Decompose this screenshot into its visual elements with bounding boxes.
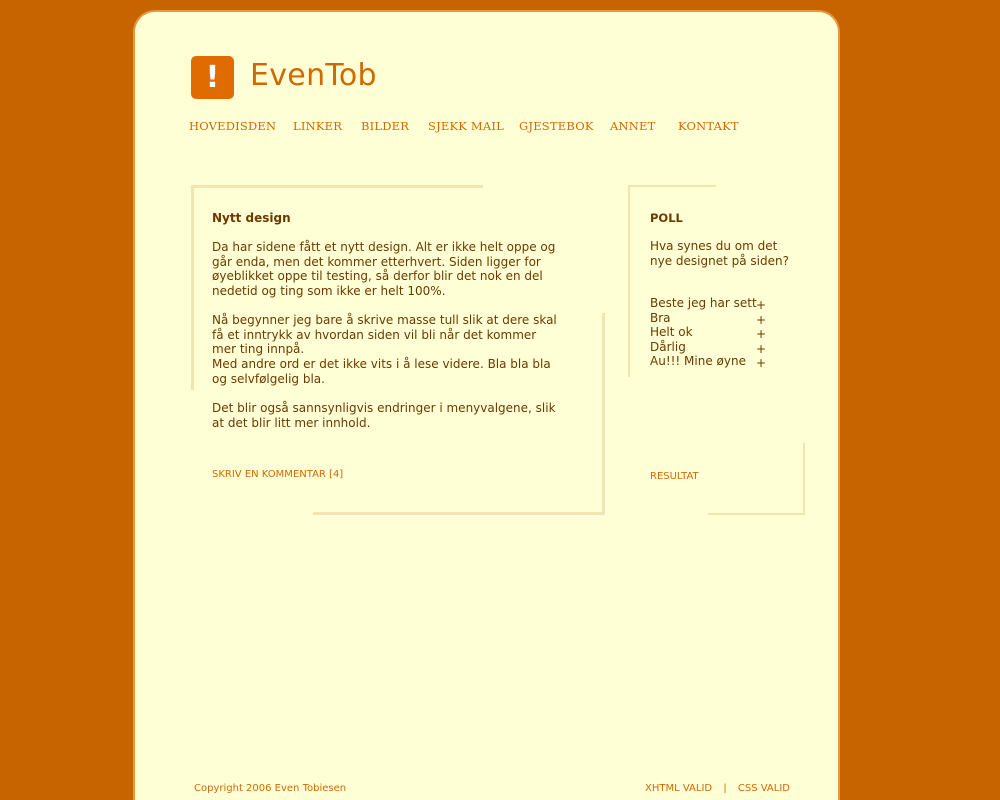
nav-item-bilder[interactable]: BILDER xyxy=(361,119,410,133)
xhtml-valid-link[interactable]: XHTML VALID xyxy=(645,783,713,794)
article-paragraph: Da har sidene fått et nytt design. Alt er ikke helt oppe og går enda, men det kommer etterhvert. Siden ligger for øyeblikket oppe til testing, så derfor blir det nok en del nedetid og ting som ikke er helt 100%. xyxy=(212,240,556,298)
article-paragraph: Nå begynner jeg bare å skrive masse tull slik at dere skal få et inntrykk av hvordan siden vil bli når det kommer mer ting innpå. xyxy=(212,313,557,357)
write-comment-link[interactable]: SKRIV EN KOMMENTAR [4] xyxy=(212,469,344,480)
poll-option: Helt ok xyxy=(650,325,693,339)
nav-item-kontakt[interactable]: KONTAKT xyxy=(678,119,739,133)
vote-plus-button[interactable]: + xyxy=(756,342,767,356)
poll-option: Beste jeg har sett xyxy=(650,296,757,310)
vote-plus-button[interactable]: + xyxy=(756,298,767,312)
frame-right-line xyxy=(602,313,605,515)
frame-left-line xyxy=(628,185,630,377)
footer-separator: | xyxy=(723,783,727,794)
frame-bottom-line xyxy=(313,512,605,515)
page-container xyxy=(133,10,840,800)
css-valid-link[interactable]: CSS VALID xyxy=(737,783,790,794)
poll-option: Bra xyxy=(650,311,671,325)
nav-item-hovedisden[interactable]: HOVEDISDEN xyxy=(189,119,277,133)
poll-question: Hva synes du om det nye designet på siden? xyxy=(650,239,789,268)
nav-item-annet[interactable]: ANNET xyxy=(610,119,656,133)
footer-copyright: Copyright 2006 Even Tobiesen xyxy=(194,783,347,794)
footer-validation xyxy=(645,783,790,794)
nav-item-gjestebok[interactable]: GJESTEBOK xyxy=(519,119,594,133)
frame-top-line xyxy=(191,185,483,188)
article-paragraph: Med andre ord er det ikke vits i å lese videre. Bla bla bla og selvfølgelig bla. xyxy=(212,357,551,386)
poll-panel xyxy=(628,185,806,515)
poll-title: POLL xyxy=(650,211,683,225)
poll-option: Au!!! Mine øyne xyxy=(650,354,746,368)
frame-left-line xyxy=(191,185,194,390)
article-paragraph: Det blir også sannsynligvis endringer i menyvalgene, slik at det blir litt mer innhold. xyxy=(212,401,556,430)
site-title[interactable]: EvenTob xyxy=(250,58,377,93)
nav-item-sjekk-mail[interactable]: SJEKK MAIL xyxy=(428,119,504,133)
vote-plus-button[interactable]: + xyxy=(756,356,767,370)
vote-plus-button[interactable]: + xyxy=(756,327,767,341)
poll-option: Dårlig xyxy=(650,340,686,354)
news-article xyxy=(191,185,605,515)
article-title: Nytt design xyxy=(212,211,291,225)
frame-top-line xyxy=(628,185,716,187)
vote-plus-button[interactable]: + xyxy=(756,313,767,327)
nav-item-linker[interactable]: LINKER xyxy=(293,119,343,133)
frame-right-line xyxy=(803,443,805,515)
exclamation-logo-icon[interactable]: ! xyxy=(191,56,234,99)
poll-result-link[interactable]: RESULTAT xyxy=(650,471,699,482)
frame-bottom-line xyxy=(708,513,805,515)
